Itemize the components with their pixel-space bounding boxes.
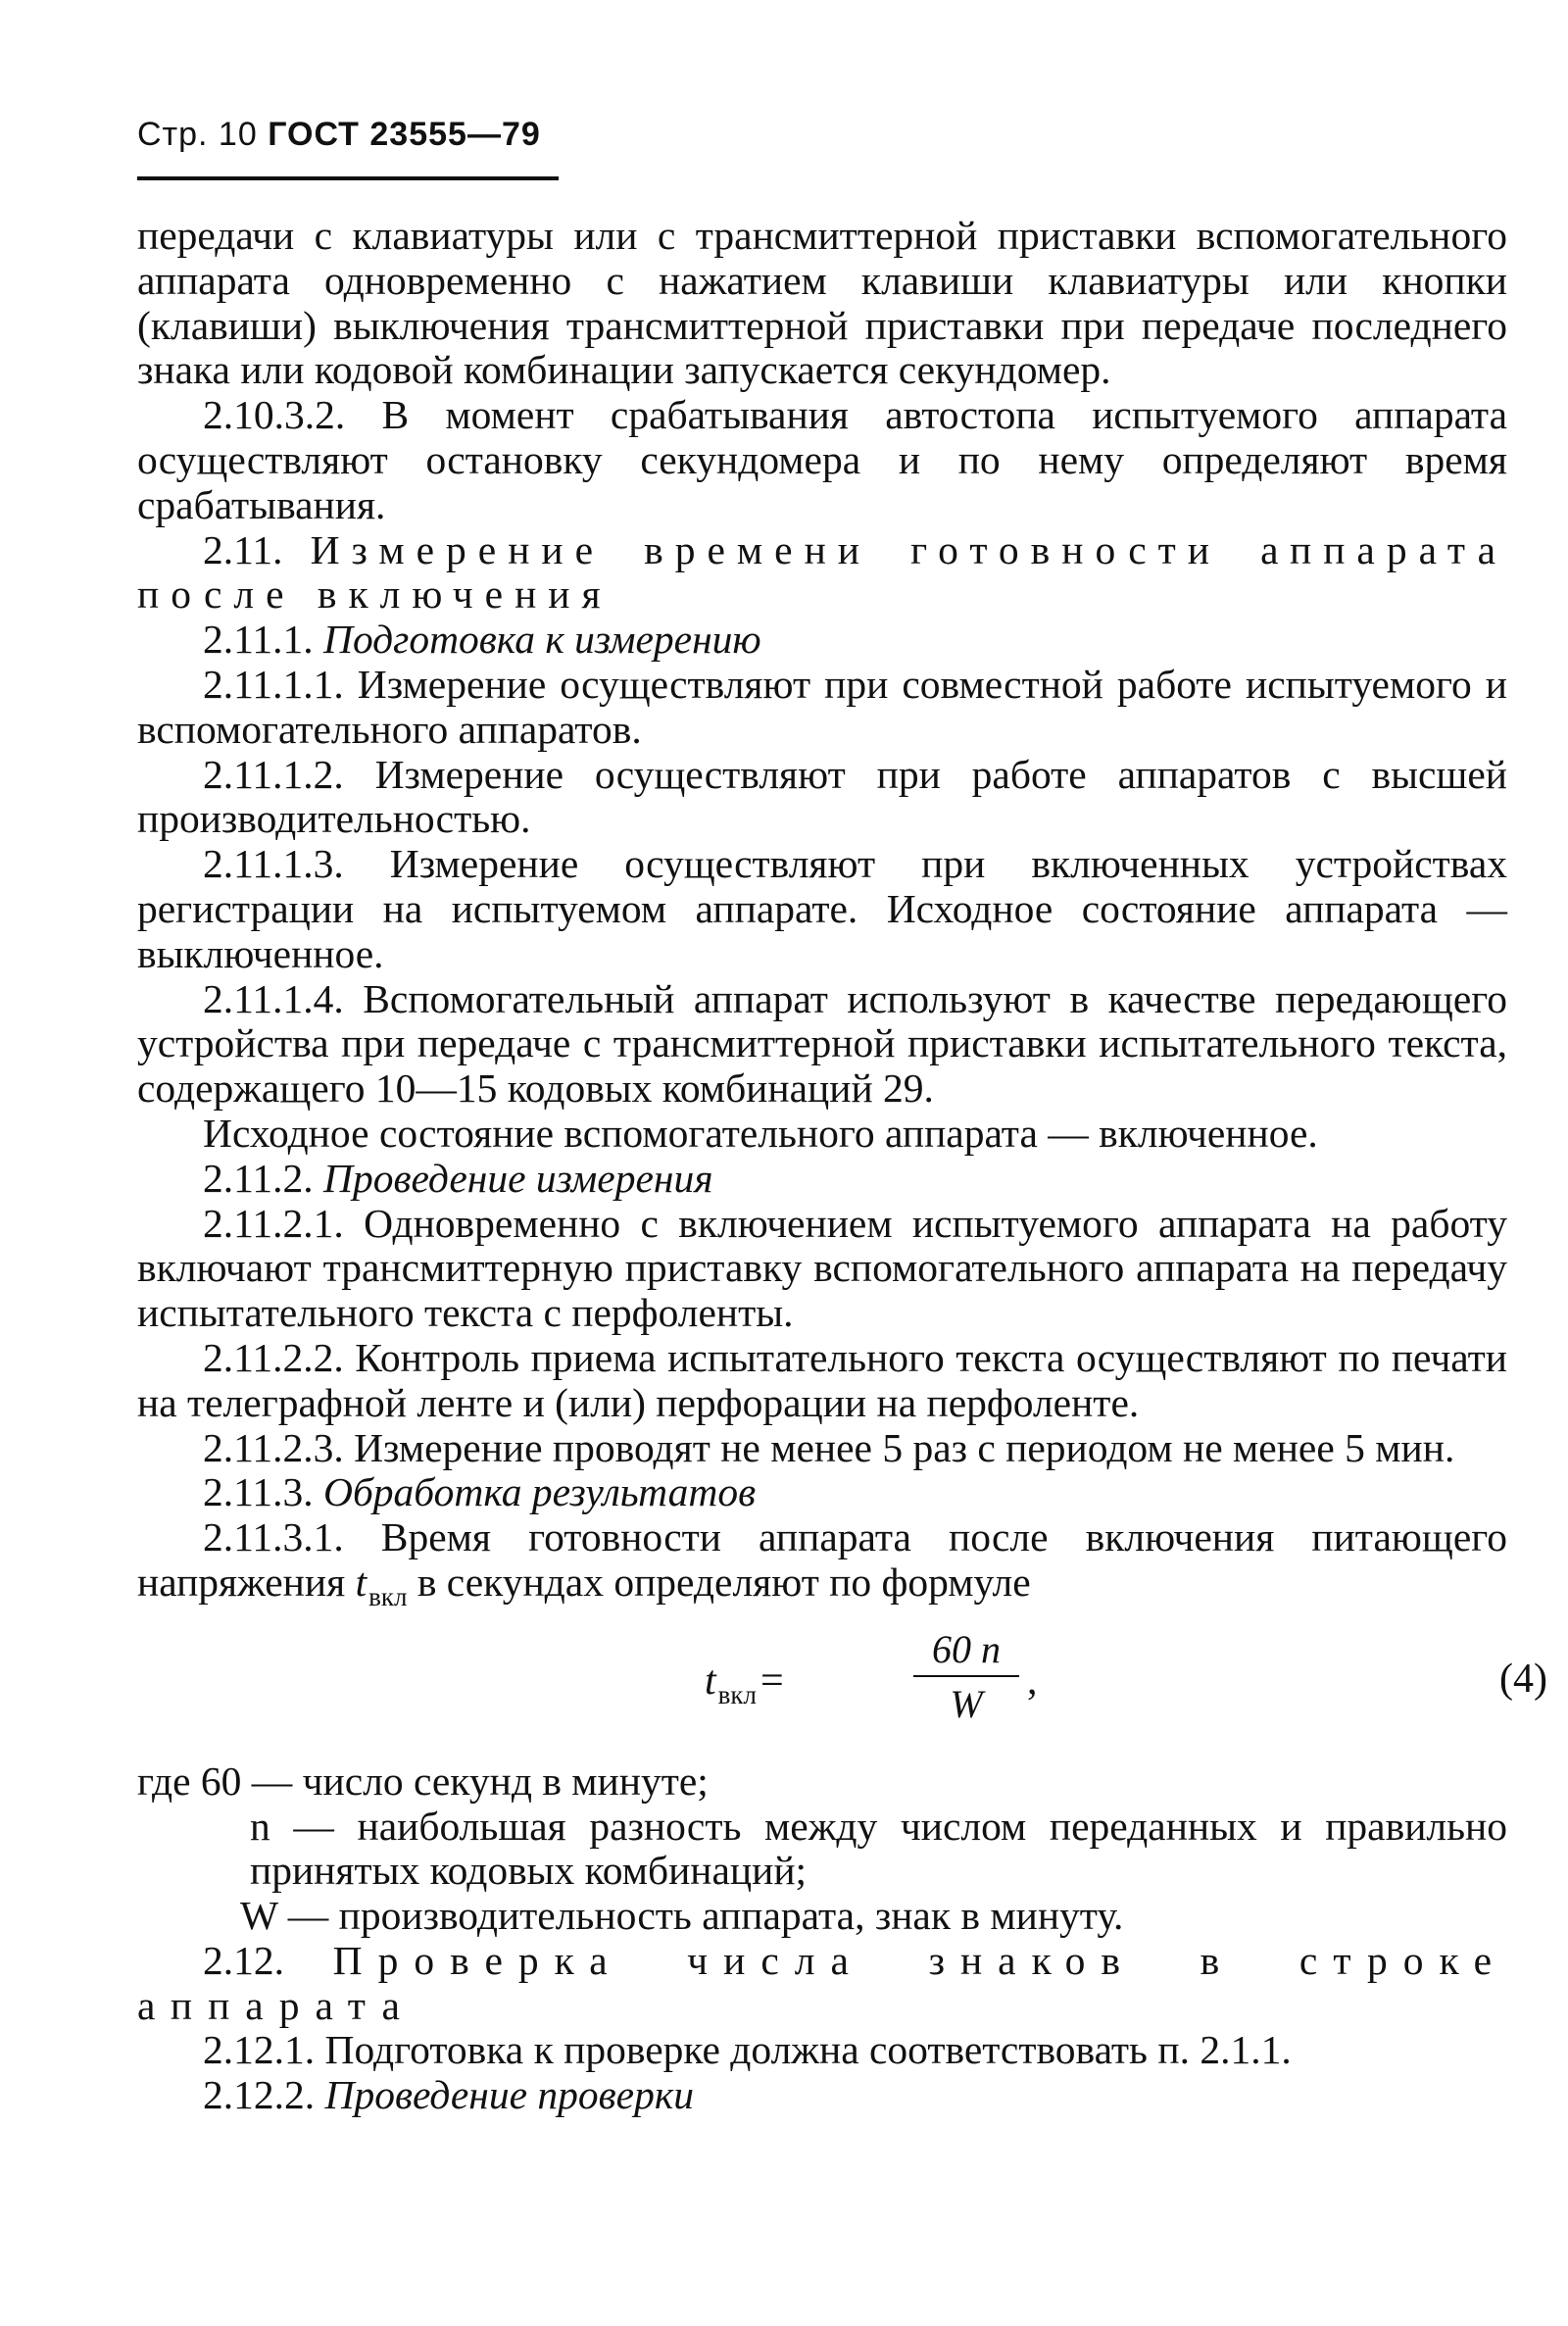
fraction-bar xyxy=(913,1675,1019,1677)
paragraph-2-11-1-3: 2.11.1.3. Измерение осуществляют при включенных устройствах регистрации на испытуемом аппарате. Исходное состояние аппарата — выключенное. xyxy=(137,841,1507,976)
formula-fraction xyxy=(913,1626,1019,1728)
formula-number: (4) xyxy=(1499,1656,1547,1702)
paragraph-initial-state: Исходное состояние вспомогательного аппарата — включенное. xyxy=(203,1110,1318,1156)
formula-numerator: 60 n xyxy=(932,1626,1001,1671)
formula-equals: = xyxy=(760,1658,784,1704)
section-heading-2-11 xyxy=(137,528,1507,619)
subsection-title: Обработка результатов xyxy=(322,1469,757,1515)
paragraph-2-12-1: 2.12.1. Подготовка к проверке должна соответствовать п. 2.1.1. xyxy=(203,2027,1292,2073)
paragraph-text: 2.11.3.1. Время готовности аппарата после включения питающего напряжения xyxy=(137,1514,1507,1605)
subsection-heading-2-11-2 xyxy=(137,1157,1507,1202)
paragraph-2-11-3-1 xyxy=(137,1515,1507,1620)
page-header xyxy=(137,116,559,154)
formula-comma: , xyxy=(1027,1658,1038,1704)
paragraph-2-10-3-2: 2.10.3.2. В момент срабатывания автостопа испытуемого аппарата осуществляют остановку секундомера и по нему определяют время срабатывания. xyxy=(137,392,1507,527)
definition-w: W — производительность аппарата, знак в минуту. xyxy=(240,1893,1124,1939)
section-heading-2-12 xyxy=(137,1939,1507,2029)
standard-code: ГОСТ 23555—79 xyxy=(268,116,541,153)
header-underline xyxy=(137,176,559,180)
paragraph-2-11-1-1: 2.11.1.1. Измерение осуществляют при совместной работе испытуемого и вспомогательного аппаратов. xyxy=(137,661,1507,752)
document-body xyxy=(137,213,1547,2118)
paragraph-text: в секундах определяют по формуле xyxy=(416,1559,1031,1605)
definition-60: где 60 — число секунд в минуте; xyxy=(137,1757,709,1804)
subsection-title: Подготовка к измерению xyxy=(322,617,761,663)
section-title: Измерение времени готовности аппарата после включения xyxy=(137,526,1507,618)
subsection-number: 2.11.3. xyxy=(203,1469,314,1515)
formula-denominator: W xyxy=(950,1681,983,1726)
paragraph-2-11-1-4: 2.11.1.4. Вспомогательный аппарат используют в качестве передающего устройства при передаче с трансмиттерной приставки испытательного текста, содержащего 10—15 кодовых комбинаций 29. xyxy=(137,975,1507,1112)
section-number: 2.11. xyxy=(203,526,283,572)
section-number: 2.12. xyxy=(203,1937,284,1983)
subsection-heading-2-11-3 xyxy=(137,1470,1507,1515)
section-title: Проверка числа знаков в строке аппарата xyxy=(137,1937,1508,2028)
paragraph-2-11-2-1: 2.11.2.1. Одновременно с включением испытуемого аппарата на работу включают трансмиттерную приставку вспомогательного аппарата на передачу испытательного текста с перфоленты. xyxy=(137,1200,1507,1336)
subsection-title: Проведение проверки xyxy=(324,2072,695,2118)
paragraph-2-11-2-3: 2.11.2.3. Измерение проводят не менее 5 раз с периодом не менее 5 мин. xyxy=(203,1424,1455,1470)
subsection-title: Проведение измерения xyxy=(322,1155,713,1201)
paragraph-continuation: передачи с клавиатуры или с трансмиттерной приставки вспомогательного аппарата одновременно с нажатием клавиши клавиатуры или кнопки (клавиши) выключения трансмиттерной приставки при передаче последнего знака или кодовой комбинации запускается секундомер. xyxy=(137,213,1507,393)
formula-lhs xyxy=(705,1659,784,1718)
formula-4 xyxy=(137,1626,1547,1742)
formula-symbol-t: t xyxy=(705,1658,716,1704)
inline-symbol-t: t xyxy=(355,1559,368,1605)
subsection-number: 2.11.2. xyxy=(203,1155,314,1201)
paragraph-2-11-1-2: 2.11.1.2. Измерение осуществляют при работе аппаратов с высшей производительностью. xyxy=(137,751,1507,842)
subsection-number: 2.12.2. xyxy=(203,2072,316,2118)
inline-symbol-subscript: вкл xyxy=(368,1581,408,1611)
paragraph-2-11-2-2: 2.11.2.2. Контроль приема испытательного текста осуществляют по печати на телеграфной ленте и (или) перфорации на перфоленте. xyxy=(137,1334,1507,1425)
subsection-heading-2-11-1 xyxy=(137,618,1507,663)
definition-n xyxy=(137,1805,1507,1895)
subsection-heading-2-12-2 xyxy=(137,2073,1507,2118)
subsection-number: 2.11.1. xyxy=(203,617,314,663)
definition-n-text: n — наибольшая разность между числом переданных и правильно принятых кодовых комбинаций; xyxy=(250,1803,1507,1894)
formula-subscript: вкл xyxy=(717,1679,758,1709)
page-number-label: Стр. 10 xyxy=(137,116,258,153)
